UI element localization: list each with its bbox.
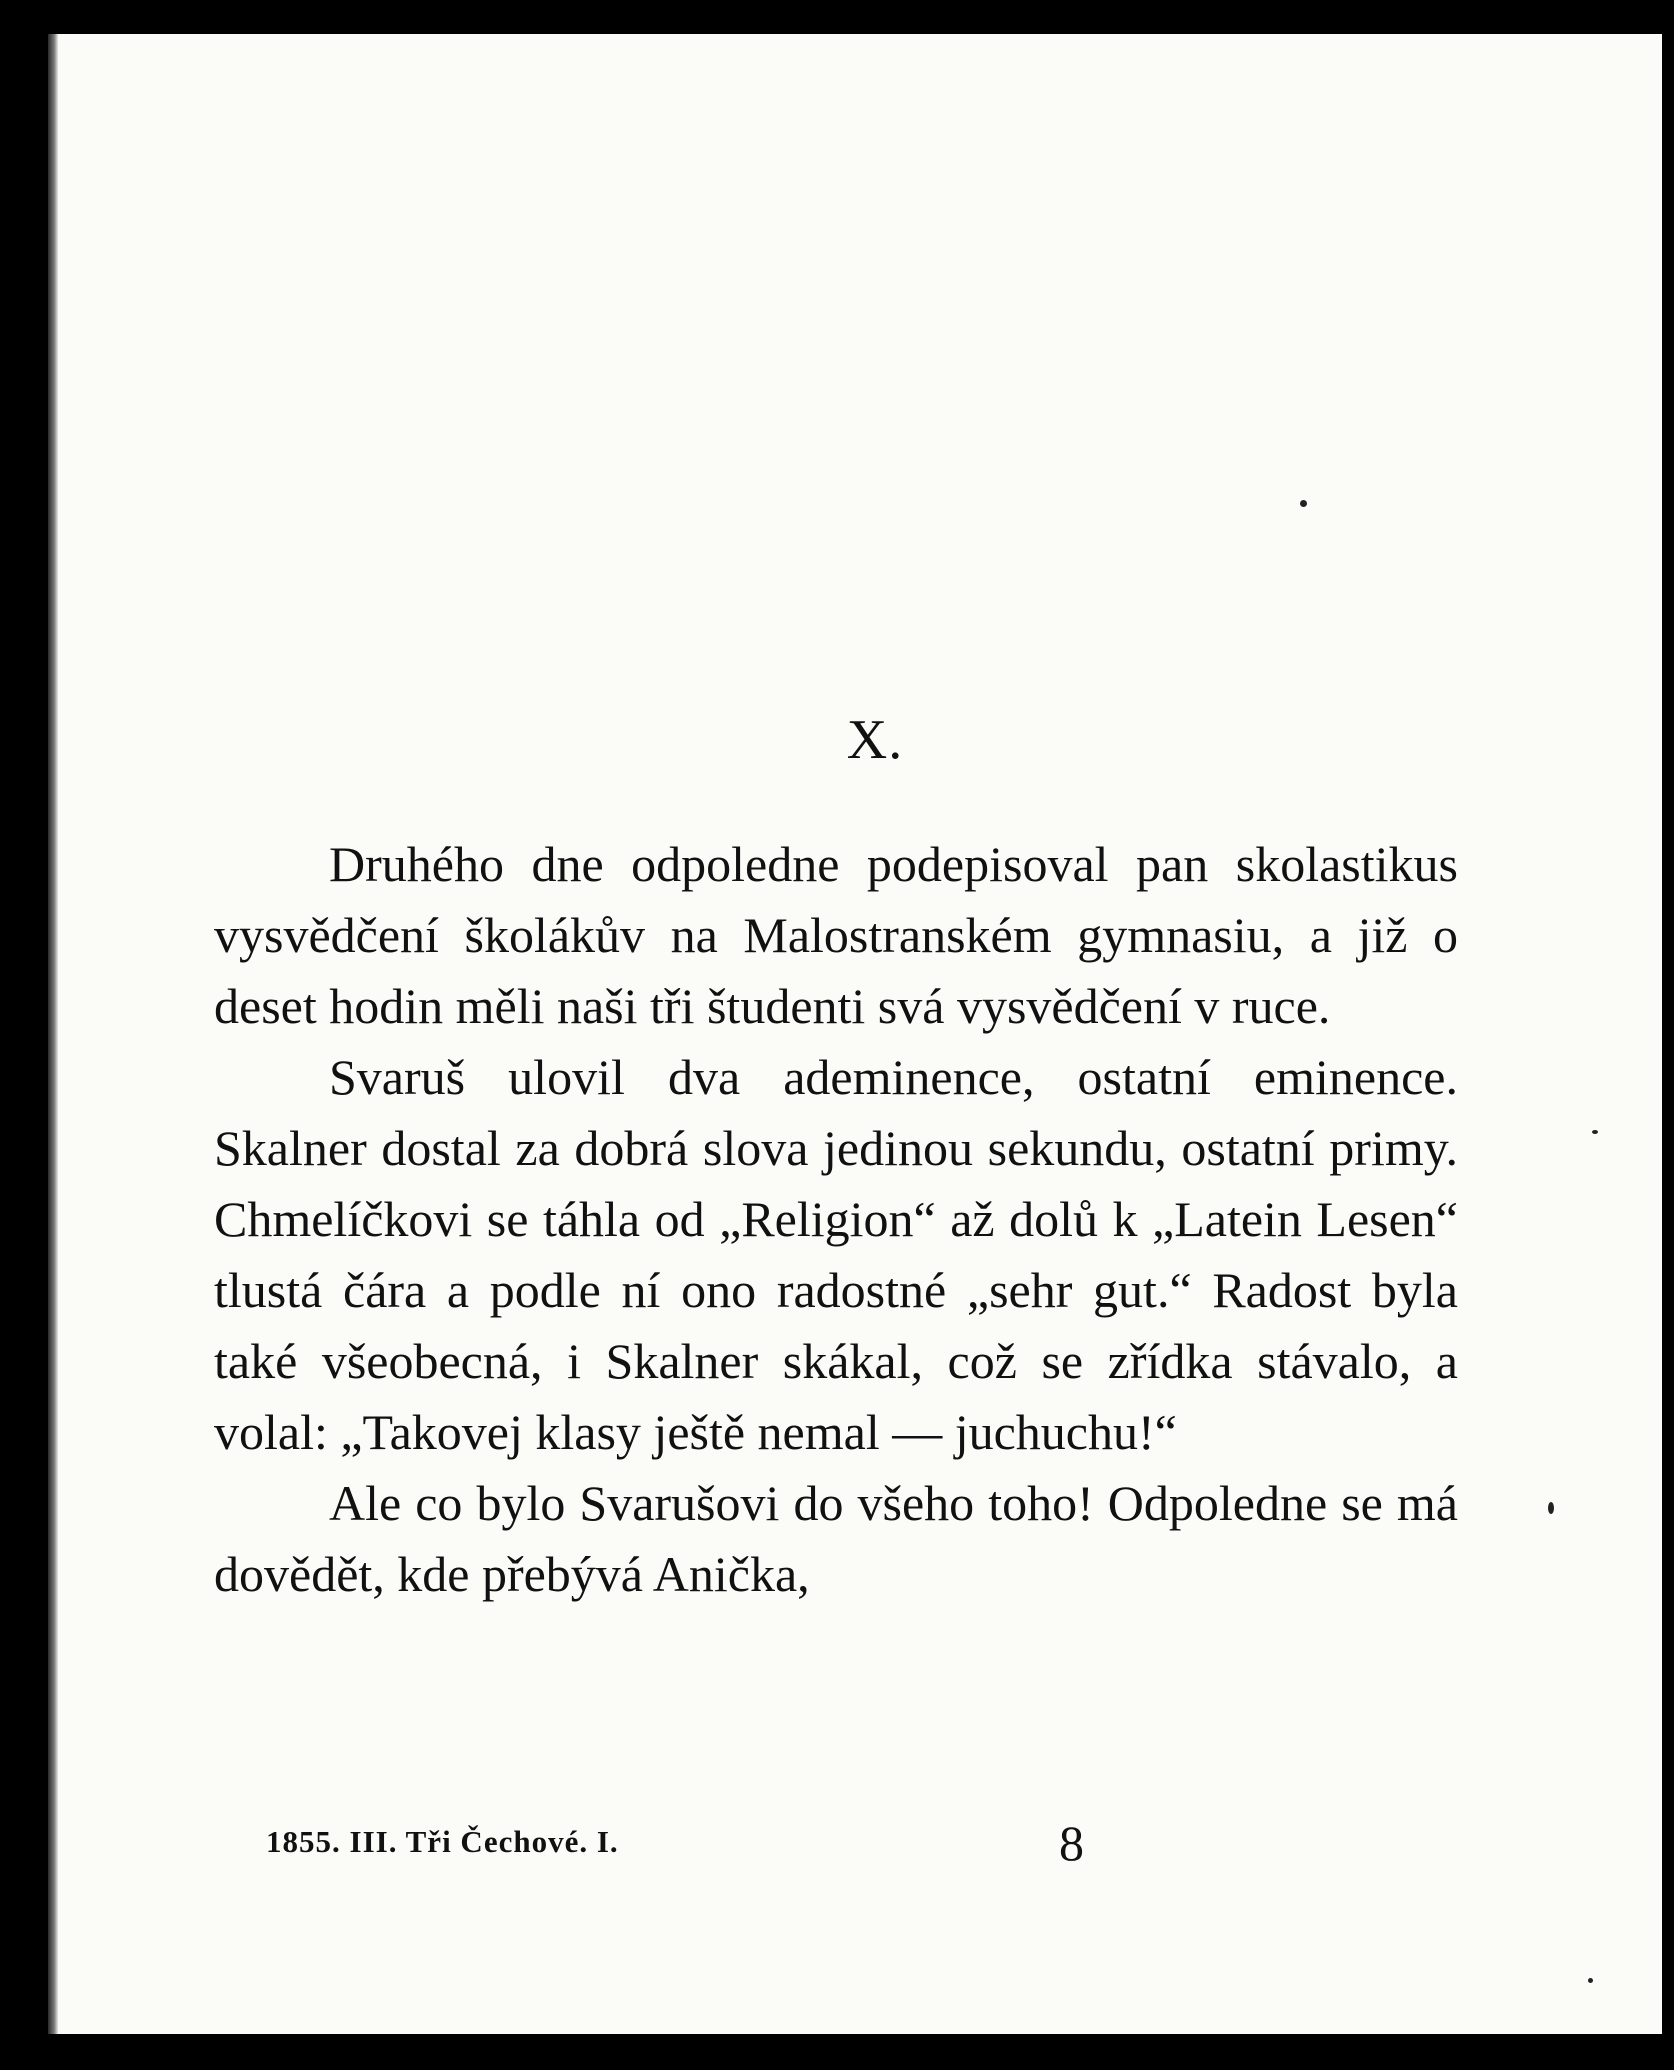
dust-speck xyxy=(1548,1502,1554,1514)
page-footer xyxy=(214,1814,1458,1874)
dust-speck xyxy=(1592,1130,1598,1134)
chapter-heading: X. xyxy=(846,709,904,771)
paragraph: Druhého dne odpoledne podepisoval pan skolastikus vysvědčení školákův na Malostranském gymnasiu, a již o deset hodin měli naši tři študenti svá vysvědčení v ruce. xyxy=(214,836,1458,1034)
paragraph: Ale co bylo Svarušovi do všeho toho! Odpoledne se má dovědět, kde přebývá Anička, xyxy=(214,1475,1458,1602)
sheet-number: 8 xyxy=(1059,1815,1084,1871)
paragraph: Svaruš ulovil dva ademinence, ostatní eminence. Skalner dostal za dobrá slova jedinou sekundu, ostatní primy. Chmelíčkovi se táhla od „Religion“ až dolů k „Latein Lesen“ tlustá čára a podle ní ono radostné „sehr gut.“ Radost byla také všeobecná, i Skalner skákal, což se zřídka stávalo, a volal: „Takovej klasy ještě nemal — juchuchu!“ xyxy=(214,1049,1458,1460)
dust-speck xyxy=(1588,1978,1593,1983)
page-spine-edge xyxy=(48,34,58,2034)
printer-signature: 1855. III. Tři Čechové. I. xyxy=(266,1824,619,1859)
dust-speck xyxy=(1300,500,1307,507)
body-text xyxy=(214,829,1458,1610)
book-page xyxy=(48,34,1662,2034)
